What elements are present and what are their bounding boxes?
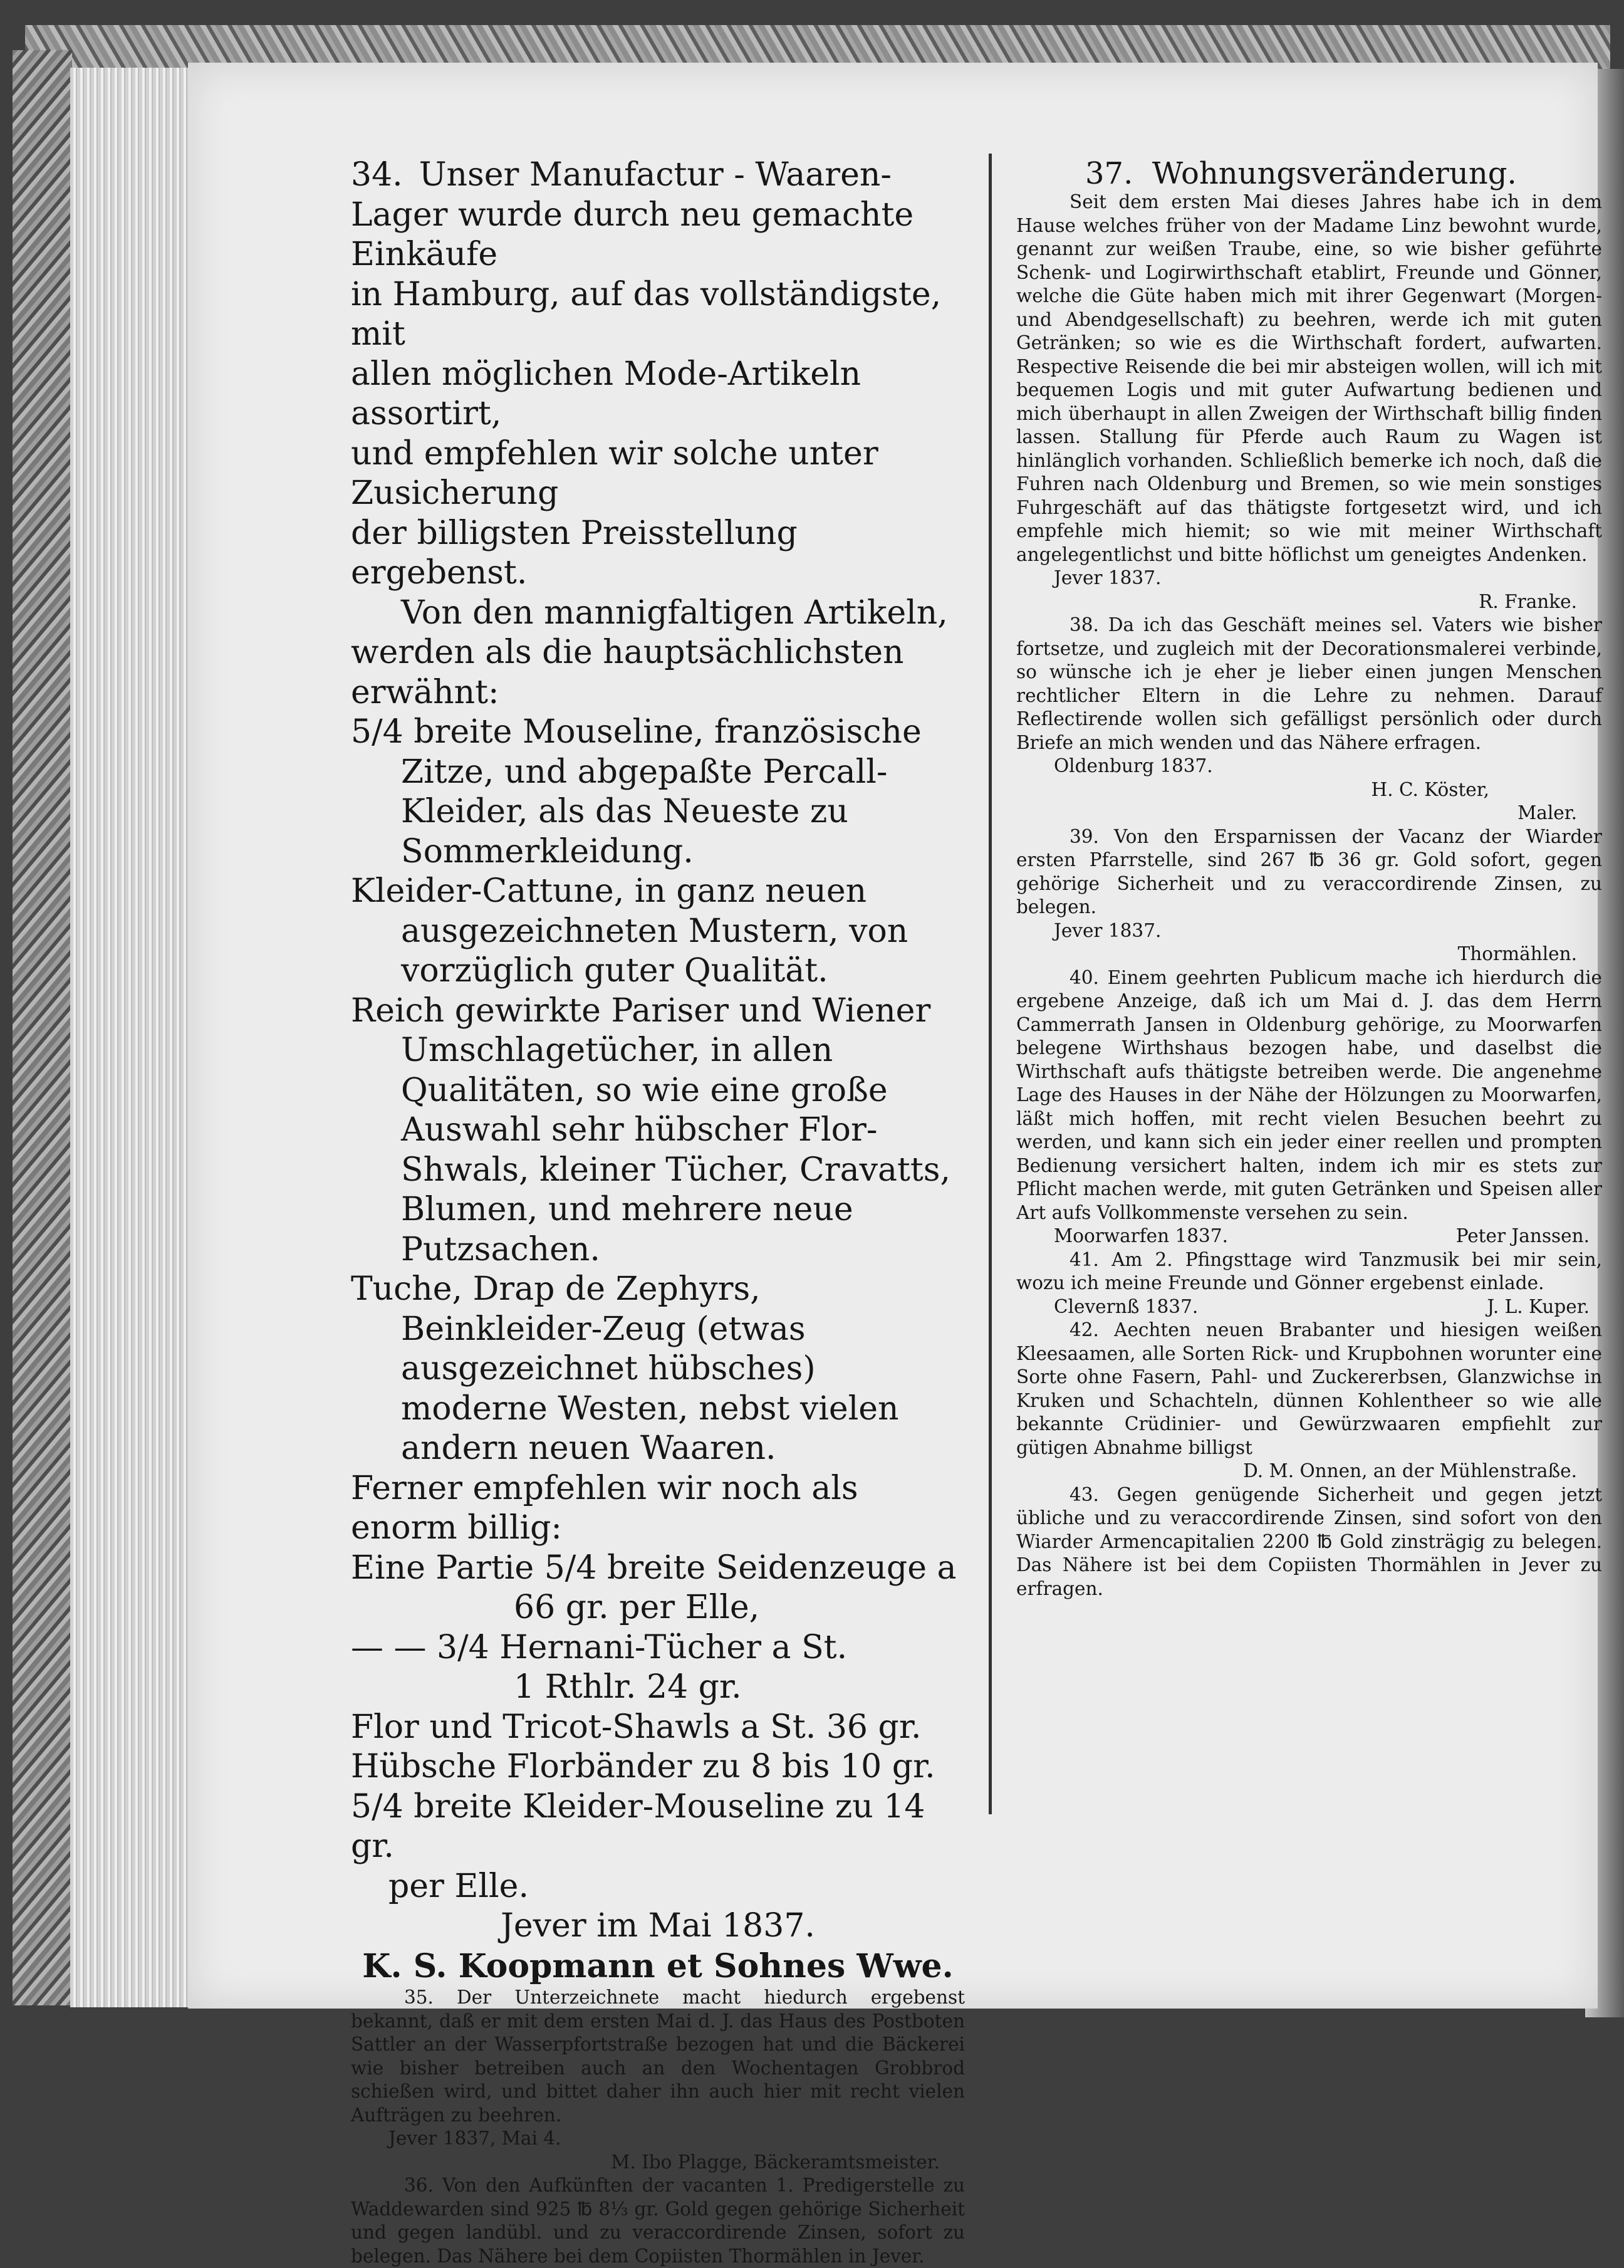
notice-body: [1016, 1483, 1602, 1601]
notice-body: [1016, 1319, 1602, 1460]
place-date: Clevernß 1837.: [1054, 1295, 1199, 1317]
price-item-lead: Hübsche Florbänder zu 8 bis 10 gr.: [351, 1748, 935, 1785]
price-item-lead: Flor und Tricot-Shawls a St. 36 gr.: [351, 1708, 922, 1746]
notice-number: 37.: [1085, 156, 1133, 191]
notice-number: 38.: [1070, 614, 1099, 635]
headline-line: Lager wurde durch neu gemachte Einkäufe: [351, 196, 914, 273]
notice-37: [1016, 157, 1602, 614]
signature-title: Maler.: [1517, 802, 1577, 823]
notice-text: Am 2. Pfingsttage wird Tanzmusik bei mir sein, wozu ich meine Freunde und Gönner ergebenst einlade.: [1016, 1248, 1602, 1293]
notice-title-text: Wohnungsveränderung.: [1152, 156, 1517, 191]
signature: J. L. Kuper.: [1487, 1295, 1590, 1317]
ferner-line: Ferner empfehlen wir noch als enorm billig:: [351, 1469, 858, 1547]
notice-36: [351, 2174, 965, 2268]
notice-number: 42.: [1070, 1319, 1099, 1340]
notice-34-headline: [351, 155, 965, 196]
notice-43: [1016, 1483, 1602, 1601]
notice-text: Der Unterzeichnete macht hiedurch ergebenst bekannt, daß er mit dem ersten Mai d. J. das Haus des Postboten Sattler an der Wasserpfortstraße bezogen hat und die Bäckerei wie bisher betreiben auch an den Wochentagen Grobbrod schießen wird, und bittet daher ihn auch hier mit recht vielen Aufträgen zu beehren.: [351, 1987, 965, 2126]
marbled-cover-spine: [13, 50, 72, 2005]
article-item: Kleider-Cattune, in ganz neuen ausgezeichneten Mustern, von vorzüglich guter Qualität.: [351, 872, 908, 990]
notice-text: Von den Ersparnissen der Vacanz der Wiarder ersten Pfarrstelle, sind 267 ℔ 36 gr. Gold sofort, gegen gehörige Sicherheit und zu veraccordirende Zinsen, zu belegen.: [1016, 825, 1602, 917]
notice-text: Einem geehrten Publicum mache ich hierdurch die ergebene Anzeige, daß ich um Mai d. J. das dem Herrn Cammerrath Jansen in Oldenburg gehörige, zu Moorwarfen belegene Wirthshaus bezogen habe, und daselbst die Wirthschaft aufs thätigste betreiben werde. Die angenehme Lage des Hauses in der Nähe der Hölzungen zu Moorwarfen, läßt mich hoffen, mit recht vielen Besuchen beehrt zu werden, und kann sich ein jeder einer reellen und prompten Bedienung versichert halten, indem ich mir es stets zur Pflicht machen werde, mit guten Getränken und Speisen aller Art aufs Vollkommenste versehen zu sein.: [1016, 966, 1602, 1223]
price-item-continuation: 1 Rthlr. 24 gr.: [514, 1668, 742, 1706]
notice-body: [351, 2174, 965, 2268]
notice-41: [1016, 1248, 1602, 1319]
notice-number: 35.: [404, 1987, 434, 2008]
notice-title: [1016, 157, 1602, 191]
notice-38: [1016, 614, 1602, 825]
price-item-continuation: per Elle.: [388, 1867, 529, 1905]
signature: R. Franke.: [1479, 590, 1577, 612]
article-item: Tuche, Drap de Zephyrs, Beinkleider-Zeug (etwas ausgezeichnet hübsches) moderne Westen, nebst vielen andern neuen Waaren.: [351, 1270, 899, 1467]
left-column: [351, 155, 965, 2268]
notice-number: 40.: [1070, 966, 1099, 988]
signature: Peter Janssen.: [1455, 1225, 1590, 1246]
signature: D. M. Onnen, an der Mühlenstraße.: [1243, 1460, 1577, 1482]
notice-text: Seit dem ersten Mai dieses Jahres habe ich in dem Hause welches früher von der Madame Linz bewohnt wurde, genannt zur weißen Traube, eine, so wie bisher geführte Schenk- und Logirwirthschaft etablirt, Freunde und Gönner, welche die Güte haben mich mit ihrer Gegenwart (Morgen- und Abendgesellschaft) zu beehren, werde ich mit guten Getränken; so wie es die Wirthschaft fordert, aufwarten. Respective Reisende die bei mir absteigen wollen, will ich mit bequemen Logis und mit guter Aufwartung bedienen und mich überhaupt in allen Zweigen der Wirthschaft billig finden lassen. Stallung für Pferde auch Raum zu Wagen ist hinlänglich vorhanden. Schließlich bemerke ich noch, daß die Fuhren nach Oldenburg und Bremen, so wie mein sonstiges Fuhrgeschäft auf das thätigste fortgesetzt wird, und ich empfehle mich hiemit; so wie mit meiner Wirthschaft angelegentlichst und bitte höflichst um geneigtes Andenken.: [1016, 191, 1602, 565]
price-item-continuation: 66 gr. per Elle,: [514, 1589, 760, 1626]
headline-line: allen möglichen Mode-Artikeln assortirt,: [351, 355, 861, 432]
notice-body: [351, 1986, 965, 2127]
intro-line: werden als die hauptsächlichsten erwähnt:: [351, 634, 904, 711]
place-date: Jever 1837.: [1054, 919, 1162, 941]
right-column: [1016, 157, 1602, 1601]
price-item-lead: — — 3/4 Hernani-Tücher a St.: [351, 1628, 848, 1666]
place-date: Jever 1837, Mai 4.: [388, 2128, 561, 2149]
notice-34: [351, 155, 965, 1986]
intro-line: Von den mannigfaltigen Artikeln,: [401, 593, 948, 632]
signature: M. Ibo Plagge, Bäckeramtsmeister.: [611, 2151, 940, 2173]
signature: K. S. Koopmann et Sohnes Wwe.: [362, 1947, 954, 1985]
notice-42: [1016, 1319, 1602, 1483]
column-divider-rule: [989, 154, 992, 1814]
price-item-lead: 5/4 breite Kleider-Mouseline zu 14 gr.: [351, 1787, 925, 1865]
notice-number: 43.: [1070, 1483, 1099, 1505]
article-item: Reich gewirkte Pariser und Wiener Umschlagetücher, in allen Qualitäten, so wie eine große Auswahl sehr hübscher Flor-Shwals, kleiner Tücher, Cravatts, Blumen, und mehrere neue Putzsachen.: [351, 991, 950, 1268]
notice-number: 34.: [351, 156, 403, 194]
notice-35: [351, 1986, 965, 2174]
notice-body: [1016, 825, 1602, 919]
price-item-lead: Eine Partie 5/4 breite Seidenzeuge a: [351, 1549, 957, 1587]
place-date: Moorwarfen 1837.: [1054, 1225, 1228, 1246]
place-signature-line: [1016, 1295, 1602, 1319]
notice-text: Aechten neuen Brabanter und hiesigen weißen Kleesaamen, alle Sorten Rick- und Krupbohnen worunter eine Sorte ohne Fasern, Pahl- und Zuckererbsen, Glanzwichse in Kruken und Schachteln, dünnen Kohlentheer so wie alle bekannte Crüdinier- und Gewürzwaaren empfiehlt zur gütigen Abnahme billigst: [1016, 1319, 1602, 1458]
place-date: Oldenburg 1837.: [1054, 755, 1213, 776]
headline-line: und empfehlen wir solche unter Zusicherung: [351, 434, 878, 512]
place-signature-line: [1016, 1225, 1602, 1248]
notice-39: [1016, 825, 1602, 966]
signature: Thormählen.: [1457, 943, 1577, 964]
notice-number: 41.: [1070, 1248, 1099, 1270]
signature: H. C. Köster,: [1371, 778, 1489, 800]
notice-body: [1016, 614, 1602, 755]
headline-line: der billigsten Preisstellung ergebenst.: [351, 514, 798, 592]
headline-line: in Hamburg, auf das vollständigste, mit: [351, 275, 942, 353]
notice-body: [1016, 966, 1602, 1225]
place-date: Jever im Mai 1837.: [501, 1907, 815, 1945]
notice-text: Von den Aufkünften der vacanten 1. Predigerstelle zu Waddewarden sind 925 ℔ 8⅓ gr. Gold gegen gehörige Sicherheit und gegen landübl. und zu veraccordirende Zinsen, sofort zu belegen. Das Nähere bei dem Copiisten Thormählen in Jever.: [351, 2175, 965, 2267]
headline-line: Unser Manufactur - Waaren-: [419, 156, 892, 194]
notice-text: Gegen genügende Sicherheit und gegen jetzt übliche und zu veraccordirende Zinsen, sind sofort von den Wiarder Armencapitalien 2200 ℔ Gold zinsträgig zu belegen. Das Nähere ist bei dem Copiisten Thormählen in Jever zu erfragen.: [1016, 1483, 1602, 1599]
notice-40: [1016, 966, 1602, 1248]
page-edges: [70, 68, 195, 2007]
notice-body: [1016, 1248, 1602, 1295]
notice-text: Da ich das Geschäft meines sel. Vaters wie bisher fortsetze, und zugleich mit der Decorationsmalerei verbinde, so wünsche ich je eher je lieber einen jungen Menschen rechtlicher Eltern in die Lehre zu nehmen. Darauf Reflectirende wollen sich gefälligst persönlich oder durch Briefe an mich wenden und das Nähere erfragen.: [1016, 614, 1602, 753]
notice-number: 36.: [404, 2175, 434, 2196]
article-item: 5/4 breite Mouseline, französische Zitze, und abgepaßte Percall-Kleider, als das Neueste zu Sommerkleidung.: [351, 713, 922, 870]
place-date: Jever 1837.: [1054, 567, 1162, 588]
notice-number: 39.: [1070, 825, 1099, 847]
